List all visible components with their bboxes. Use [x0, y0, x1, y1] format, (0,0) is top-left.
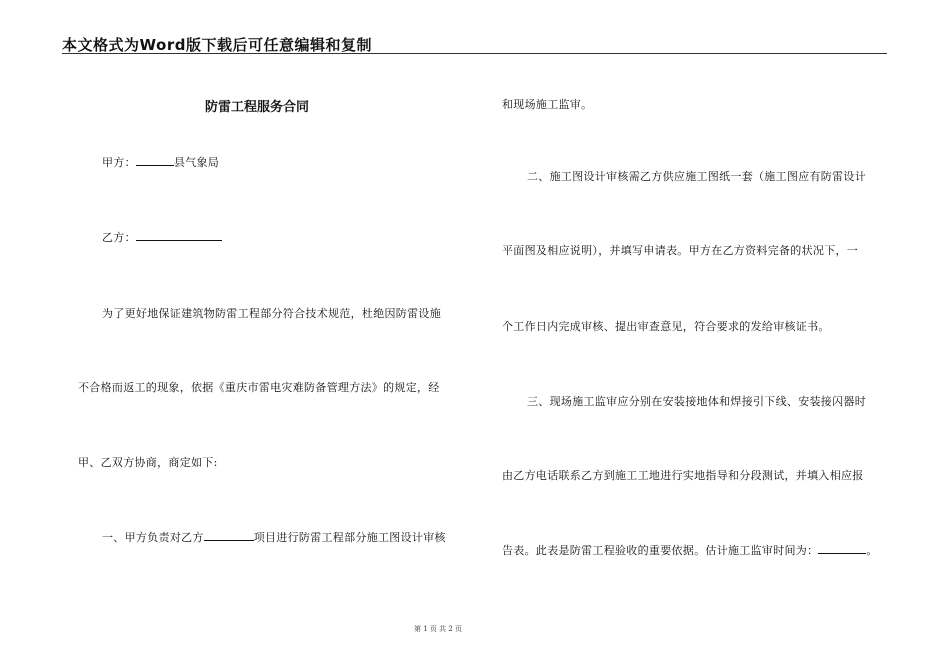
- right-line-1: 和现场施工监审。: [502, 98, 593, 111]
- preamble-line-3: 甲、乙双方协商，商定如下:: [78, 456, 218, 469]
- clause-3-prefix: 告表。此表是防雷工程验收的重要依据。估计施工监审时间为：: [502, 544, 819, 557]
- clause-3-line-2: 由乙方电话联系乙方到施工工地进行实地指导和分段测试，并填入相应报: [502, 469, 864, 482]
- clause-3-suffix: 。: [866, 544, 878, 557]
- preamble-line-1: 为了更好地保证建筑物防雷工程部分符合技术规范，杜绝因防雷设施: [102, 307, 441, 320]
- clause-1-line: [102, 529, 446, 545]
- party-b-blank: [136, 230, 222, 241]
- clause-3-line-3: [502, 542, 878, 558]
- party-b-label: 乙方：: [102, 231, 136, 244]
- clause-3-blank: [818, 543, 866, 554]
- document-title: 防雷工程服务合同: [205, 100, 310, 115]
- preamble-line-2: 不合格而返工的现象，依据《重庆市雷电灾难防备管理方法》的规定，经: [78, 381, 440, 394]
- clause-2-line-2: 平面图及相应说明），并填写申请表。甲方在乙方资料完备的状况下，一: [502, 244, 859, 257]
- party-a-label: 甲方：: [102, 156, 136, 169]
- party-a-line: [102, 154, 219, 170]
- clause-3-line-1: 三、现场施工监审应分别在安装接地体和焊接引下线、安装接闪器时: [527, 395, 866, 408]
- party-a-blank: [136, 155, 174, 166]
- clause-2-line-3: 个工作日内完成审核、提出审查意见，符合要求的发给审核证书。: [502, 320, 830, 333]
- header-divider: [62, 53, 887, 54]
- clause-2-line-1: 二、施工图设计审核需乙方供应施工图纸一套（施工图应有防雷设计: [527, 170, 866, 183]
- party-b-line: [102, 229, 222, 245]
- download-notice-header: 本文格式为Word版下载后可任意编辑和复制: [62, 36, 372, 54]
- party-a-suffix: 县气象局: [173, 156, 220, 169]
- clause-1-prefix: 一、甲方负责对乙方: [102, 531, 204, 544]
- page-number: 第 1 页 共 2 页: [414, 625, 463, 633]
- clause-1-blank: [204, 530, 254, 541]
- clause-1-suffix: 项目进行防雷工程部分施工图设计审核: [253, 531, 446, 544]
